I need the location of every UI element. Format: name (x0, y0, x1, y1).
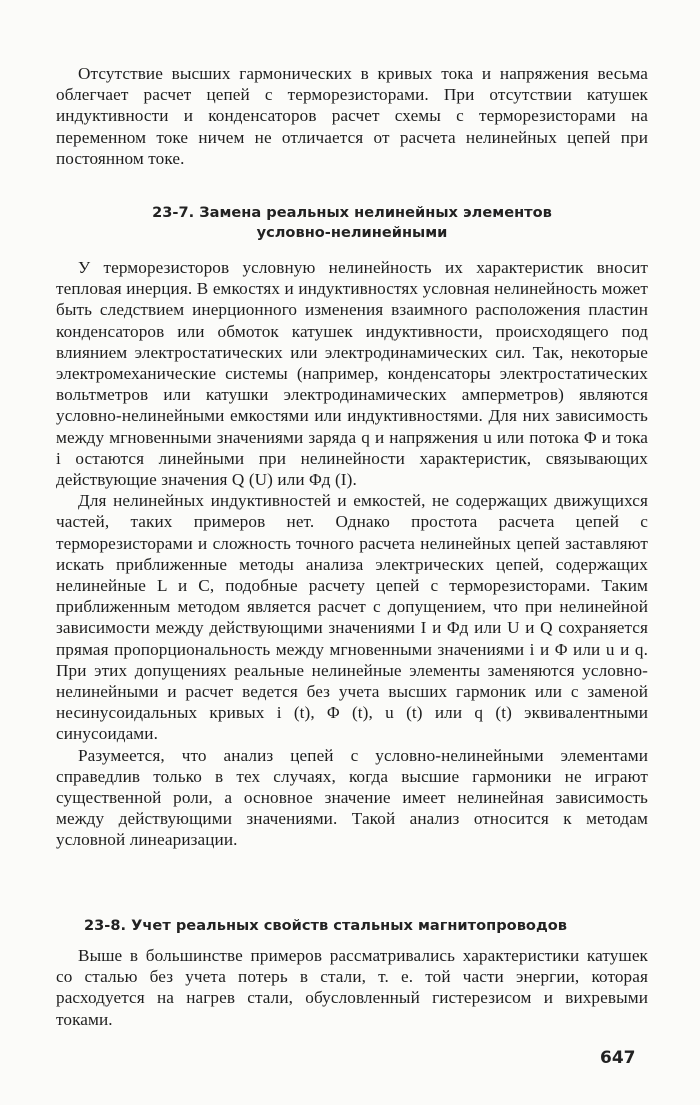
section-23-7-paragraph-1: У терморезисторов условную нелинейность их характеристик вносит тепловая инерция. В емкостях и индуктивностях условная нелинейность может быть следствием инерционного изменения взаимного расположения пластин конденсаторов или обмоток катушек индуктивности, происходящего под влиянием электростатических или электродинамических сил. Так, некоторые электромеханические системы (например, конденсаторы электростатических вольтметров или катушки электродинамических амперметров) являются условно-нелинейными емкостями или индуктивностями. Для них зависимость между мгновенными значениями заряда q и напряжения u или потока Φ и тока i остаются линейными при нелинейности характеристик, связывающих действующие значения Q (U) или Φд (I). (56, 258, 648, 490)
intro-paragraph-block (56, 63, 648, 169)
section-23-8-heading: 23-8. Учет реальных свойств стальных магнитопроводов (84, 917, 568, 934)
section-23-8-body (56, 945, 648, 1030)
intro-paragraph: Отсутствие высших гармонических в кривых тока и напряжения весьма облегчает расчет цепей с терморезисторами. При отсутствии катушек индуктивности и конденсаторов расчет схемы с терморезисторами на переменном токе ничем не отличается от расчета нелинейных цепей при постоянном токе. (56, 64, 648, 168)
section-23-7-paragraph-2: Для нелинейных индуктивностей и емкостей, не содержащих движущихся частей, таких примеров нет. Однако простота расчета цепей с терморезисторами и сложность точного расчета нелинейных цепей заставляют искать приближенные методы анализа электрических цепей, содержащих нелинейные L и C, подобные расчету цепей с терморезисторами. Таким приближенным методом является расчет с допущением, что при нелинейной зависимости между действующими значениями I и Φд или U и Q сохраняется прямая пропорциональность между мгновенными значениями i и Φ или u и q. При этих допущениях реальные нелинейные элементы заменяются условно-нелинейными и расчет ведется без учета высших гармоник или с заменой несинусоидальных кривых i (t), Φ (t), u (t) или q (t) эквивалентными синусоидами. (56, 491, 648, 744)
section-23-7-heading-line1: 23-7. Замена реальных нелинейных элементов (152, 204, 552, 221)
section-23-8-paragraph: Выше в большинстве примеров рассматривались характеристики катушек со сталью без учета потерь в стали, т. е. той части энергии, которая расходуется на нагрев стали, обусловленный гистерезисом и вихревыми токами. (56, 946, 648, 1029)
section-23-7-heading-line2: условно-нелинейными (256, 224, 448, 241)
page-number: 647 (600, 1048, 636, 1068)
section-23-7-paragraph-3: Разумеется, что анализ цепей с условно-нелинейными элементами справедлив только в тех случаях, когда высшие гармоники не играют существенной роли, а основное значение имеет нелинейная зависимость между действующими значениями. Такой анализ относится к методам условной линеаризации. (56, 745, 648, 850)
section-23-7-body (56, 257, 648, 851)
